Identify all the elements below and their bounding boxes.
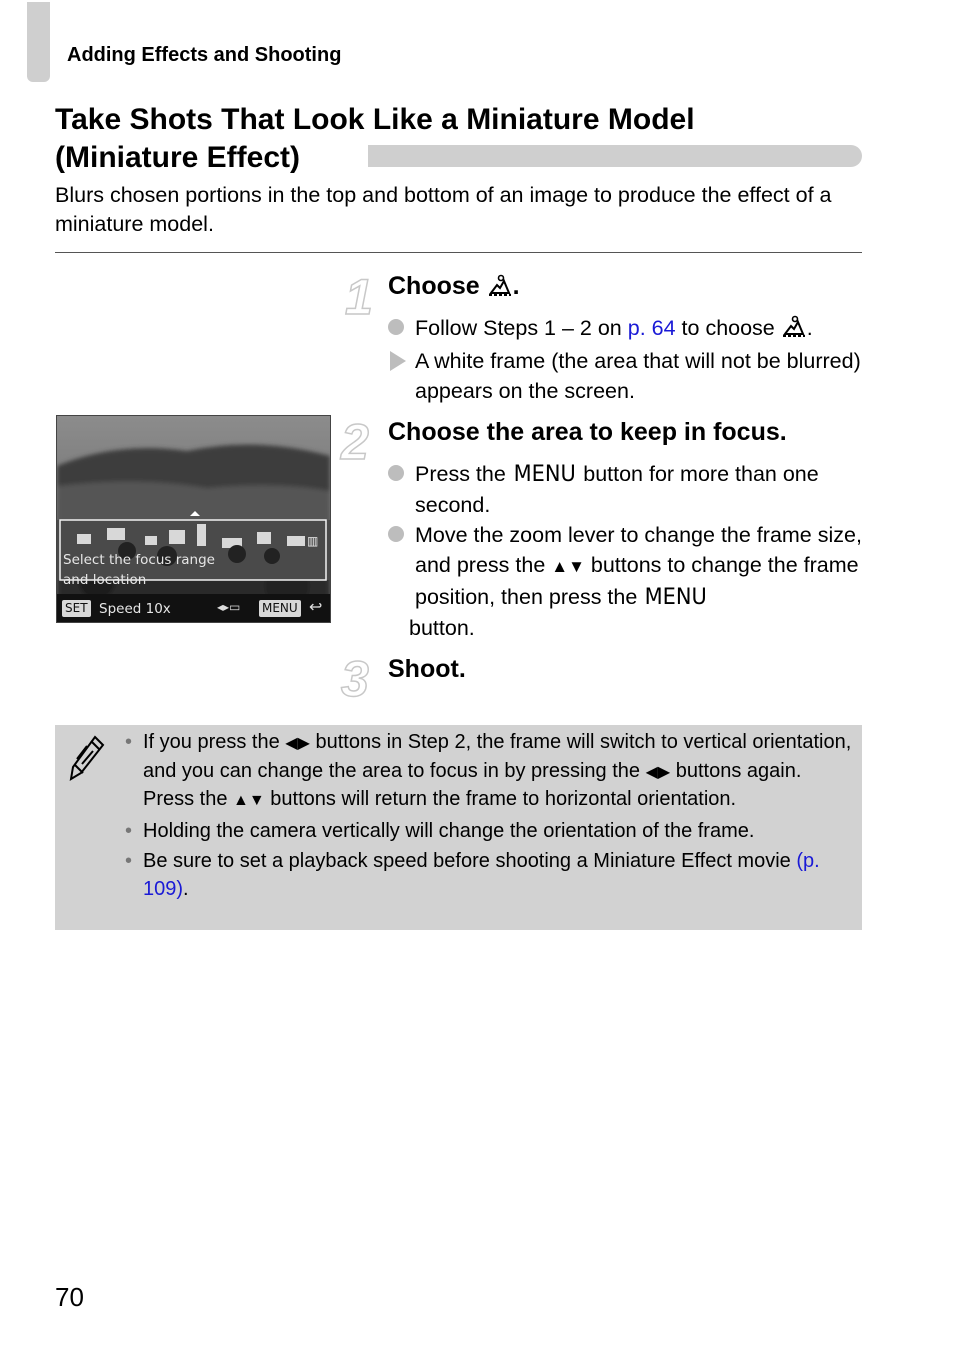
- step-1-heading-text: Choose: [388, 272, 480, 300]
- page-109-link[interactable]: (p. 109): [143, 850, 820, 900]
- bullet-dot: [388, 465, 404, 481]
- note-bullet: •: [125, 819, 133, 842]
- step-1-bullet-1: [388, 313, 868, 346]
- note-1-d: buttons will return the frame to horizontal orientation.: [264, 788, 737, 810]
- bullet-dot: [388, 319, 404, 335]
- screen-instruction-line2: and location: [63, 572, 147, 588]
- step-1-number: 1: [345, 269, 373, 325]
- title-line-1: Take Shots That Look Like a Miniature Model: [55, 103, 695, 136]
- step-2-b2-mid: buttons to change the frame position, then press the: [415, 553, 859, 609]
- note-bullet: •: [125, 731, 133, 753]
- step-1-b1-text: Follow Steps 1 – 2 on: [415, 316, 628, 340]
- step-2-b1-post: button for more than one second.: [415, 462, 819, 517]
- step-2-bullet-2: [388, 520, 868, 643]
- step-3-number: 3: [341, 651, 369, 707]
- page-64-link[interactable]: p. 64: [627, 316, 676, 340]
- result-arrow-icon: [390, 351, 406, 371]
- screen-instruction-line1: Select the focus range: [63, 552, 215, 568]
- note-3-b: .: [183, 877, 189, 900]
- scene-icon: ▥: [307, 534, 319, 548]
- step-2-bullet-1: [388, 459, 868, 520]
- step-2-heading: Choose the area to keep in focus.: [388, 418, 787, 446]
- miniature-mode-icon: [781, 314, 807, 346]
- note-box: [55, 725, 862, 930]
- section-header: Adding Effects and Shooting: [67, 44, 342, 66]
- step-1-b2-text: A white frame (the area that will not be blurred) appears on the screen.: [415, 349, 861, 403]
- return-icon: ↩: [309, 599, 323, 616]
- step-1-heading: [388, 272, 520, 304]
- miniature-mode-icon: [487, 273, 513, 304]
- note-2-text: Holding the camera vertically will change the orientation of the frame.: [143, 819, 755, 842]
- step-1-body: [388, 313, 868, 406]
- step-2-b1-pre: Press the: [415, 462, 506, 486]
- left-right-arrows-icon: ◀▶: [285, 735, 310, 752]
- note-bullet: •: [125, 850, 133, 872]
- page-number: 70: [55, 1282, 84, 1312]
- step-1-heading-end: .: [512, 272, 520, 300]
- note-1-a: If you press the: [143, 731, 286, 753]
- step-3-heading: Shoot.: [388, 655, 466, 683]
- up-down-arrows-icon: ▲▼: [233, 792, 265, 809]
- divider: [55, 252, 862, 253]
- step-2-body: [388, 459, 868, 643]
- step-2-b2-pre: Move the zoom lever to change the frame size, and press the: [415, 523, 862, 577]
- intro-paragraph: Blurs chosen portions in the top and bottom of an image to produce the effect of a miniature model.: [55, 183, 832, 236]
- speed-readout: Speed 10x: [99, 601, 171, 617]
- note-item-1: [125, 729, 855, 815]
- step-1-b1-post: to choose: [675, 316, 775, 340]
- note-1-b: buttons in Step 2, the frame will switch to vertical orientation, and you can change the area to focus in by pressing the: [143, 731, 852, 782]
- note-item-2: [125, 818, 855, 846]
- left-right-arrows-icon: ◀▶: [645, 763, 671, 781]
- section-tab: [27, 2, 50, 82]
- step-2-number: 2: [341, 414, 369, 470]
- up-down-arrows-icon: ▲▼: [551, 557, 585, 576]
- menu-button-icon: MENU: [513, 462, 576, 487]
- menu-button-icon: MENU: [644, 585, 708, 610]
- step-1-bullet-2: [388, 346, 868, 406]
- note-3-a: Be sure to set a playback speed before shooting a Miniature Effect movie: [143, 850, 797, 872]
- title-decor-bar: [368, 145, 862, 167]
- step-2-b2-post: button.: [409, 616, 475, 640]
- set-button-label: SET: [62, 600, 91, 617]
- title-line-2: (Miniature Effect): [55, 141, 301, 174]
- note-item-3: [125, 848, 855, 903]
- note-list: [125, 729, 855, 903]
- note-1-c: buttons again. Press the: [143, 759, 802, 810]
- screen-instruction: [63, 550, 215, 590]
- step-1-b1-end: .: [806, 316, 813, 340]
- left-right-arrows-icon: ◂▸▭: [217, 600, 241, 614]
- pencil-icon: [69, 733, 105, 786]
- menu-button-label: MENU: [259, 600, 301, 617]
- bullet-dot: [388, 526, 404, 542]
- camera-screen-image: [56, 415, 331, 623]
